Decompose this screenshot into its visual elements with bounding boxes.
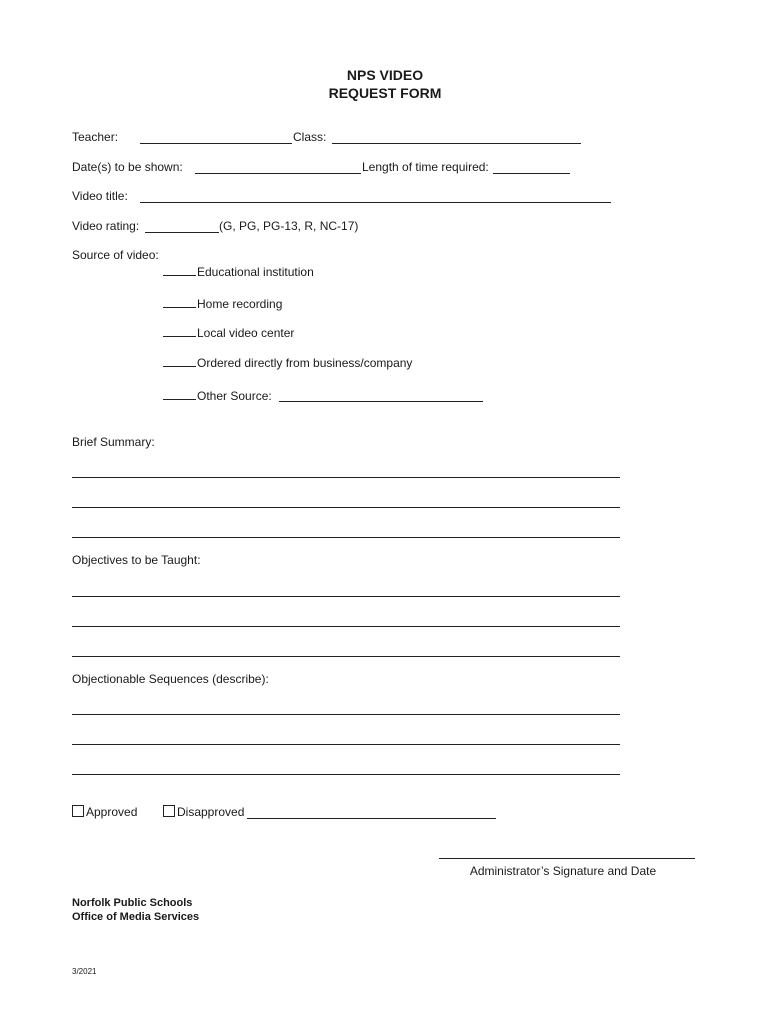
- objectionable-label: Objectionable Sequences (describe):: [72, 672, 269, 686]
- source-option[interactable]: Other Source:: [163, 388, 272, 403]
- length-field[interactable]: [493, 173, 570, 174]
- disapproved-reason-field[interactable]: [247, 818, 496, 819]
- signature-label: Administrator’s Signature and Date: [469, 864, 657, 878]
- approved-option[interactable]: Approved: [72, 805, 137, 819]
- disapproved-option[interactable]: Disapproved: [163, 805, 244, 819]
- summary-line[interactable]: [72, 507, 620, 508]
- objectives-label: Objectives to be Taught:: [72, 553, 201, 567]
- length-label: Length of time required:: [362, 160, 489, 174]
- video-title-field[interactable]: [140, 202, 611, 203]
- summary-label: Brief Summary:: [72, 435, 155, 449]
- signature-line[interactable]: [439, 858, 695, 859]
- form-subtitle: REQUEST FORM: [328, 85, 442, 101]
- objectives-line[interactable]: [72, 596, 620, 597]
- class-label: Class:: [293, 130, 327, 144]
- summary-line[interactable]: [72, 477, 620, 478]
- rating-options: (G, PG, PG-13, R, NC-17): [219, 219, 359, 233]
- teacher-label: Teacher:: [72, 130, 119, 144]
- class-field[interactable]: [332, 143, 581, 144]
- form-title: NPS VIDEO: [346, 67, 424, 83]
- footer-office: Office of Media Services: [72, 911, 200, 923]
- teacher-field[interactable]: [140, 143, 292, 144]
- objectionable-line[interactable]: [72, 714, 620, 715]
- source-blank[interactable]: [163, 325, 196, 337]
- summary-line[interactable]: [72, 537, 620, 538]
- video-rating-label: Video rating:: [72, 219, 140, 233]
- objectives-line[interactable]: [72, 626, 620, 627]
- footer-org: Norfolk Public Schools: [72, 897, 193, 909]
- source-option[interactable]: Home recording: [163, 296, 282, 311]
- source-option[interactable]: Educational institution: [163, 264, 314, 279]
- source-blank[interactable]: [163, 296, 196, 308]
- source-option[interactable]: Local video center: [163, 325, 294, 340]
- source-option[interactable]: Ordered directly from business/company: [163, 355, 412, 370]
- dates-field[interactable]: [195, 173, 361, 174]
- source-blank[interactable]: [163, 355, 196, 367]
- approved-checkbox[interactable]: [72, 805, 84, 817]
- dates-label: Date(s) to be shown:: [72, 160, 183, 174]
- revision-date: 3/2021: [72, 967, 97, 976]
- objectionable-line[interactable]: [72, 744, 620, 745]
- source-blank[interactable]: [163, 264, 196, 276]
- objectives-line[interactable]: [72, 656, 620, 657]
- disapproved-checkbox[interactable]: [163, 805, 175, 817]
- objectionable-line[interactable]: [72, 774, 620, 775]
- source-blank[interactable]: [163, 388, 196, 400]
- video-title-label: Video title:: [72, 189, 128, 203]
- other-source-field[interactable]: [279, 401, 483, 402]
- source-label: Source of video:: [72, 248, 159, 262]
- video-rating-field[interactable]: [145, 232, 219, 233]
